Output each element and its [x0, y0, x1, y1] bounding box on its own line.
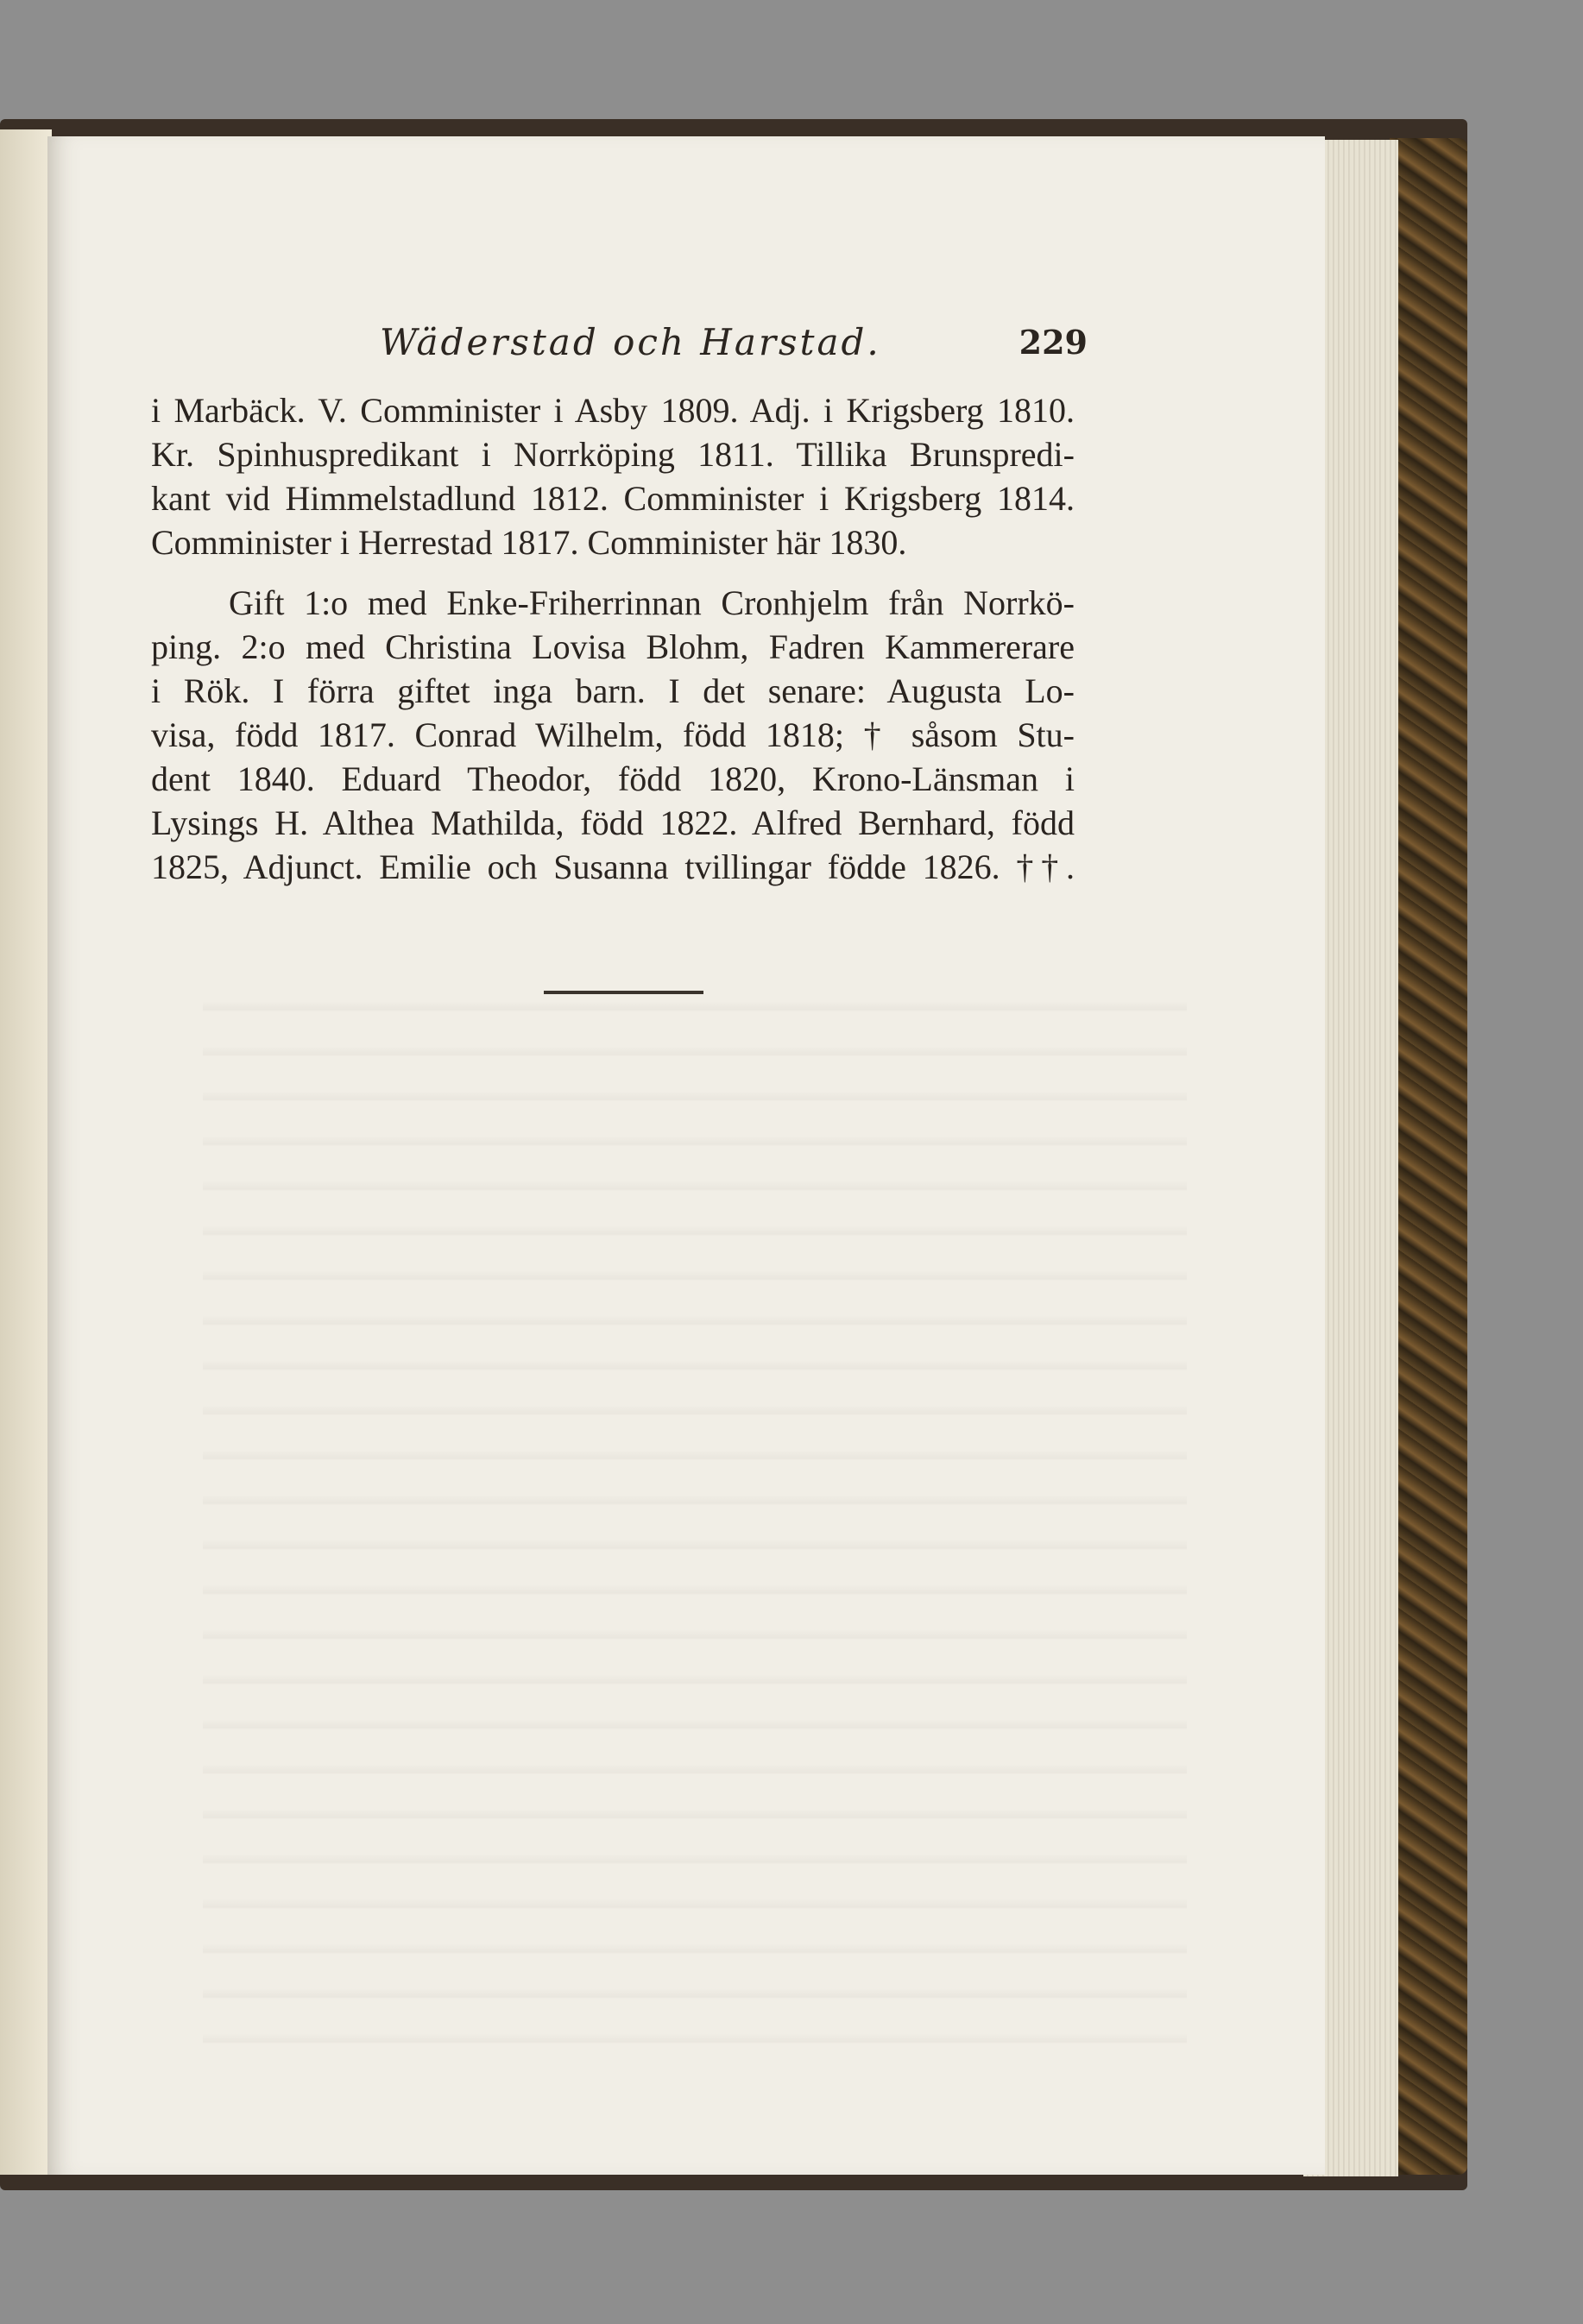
show-through-text: [203, 999, 1187, 2078]
left-page-edge: [0, 129, 52, 2175]
text-line: i Marbäck. V. Comminister i Asby 1809. Adj. i Krigsberg 1810.: [151, 391, 1075, 430]
text-line: Lysings H. Althea Mathilda, född 1822. Alfred Bernhard, född: [151, 803, 1075, 842]
text-line: Comminister i Herrestad 1817. Comminister här 1830.: [151, 523, 907, 562]
text-line: kant vid Himmelstadlund 1812. Comminister i Krigsberg 1814.: [151, 479, 1075, 518]
text-line: ping. 2:o med Christina Lovisa Blohm, Fadren Kammererare: [151, 627, 1075, 666]
book-cover-edge: [1390, 138, 1467, 2175]
text-line: 1825, Adjunct. Emilie och Susanna tvillingar födde 1826. ††.: [151, 847, 1075, 886]
section-divider: [544, 991, 703, 994]
running-title: Wäderstad och Harstad.: [380, 321, 881, 363]
page-header: [380, 321, 1088, 373]
page-number: 229: [1019, 323, 1088, 362]
text-line: Gift 1:o med Enke-Friherrinnan Cronhjelm från Norrkö-: [229, 583, 1075, 622]
text-line: Kr. Spinhuspredikant i Norrköping 1811. Tillika Brunspredi-: [151, 435, 1075, 474]
text-line: visa, född 1817. Conrad Wilhelm, född 1818; † såsom Stu-: [151, 715, 1075, 754]
text-line: i Rök. I förra giftet inga barn. I det senare: Augusta Lo-: [151, 671, 1075, 710]
text-line: dent 1840. Eduard Theodor, född 1820, Krono-Länsman i: [151, 759, 1075, 798]
